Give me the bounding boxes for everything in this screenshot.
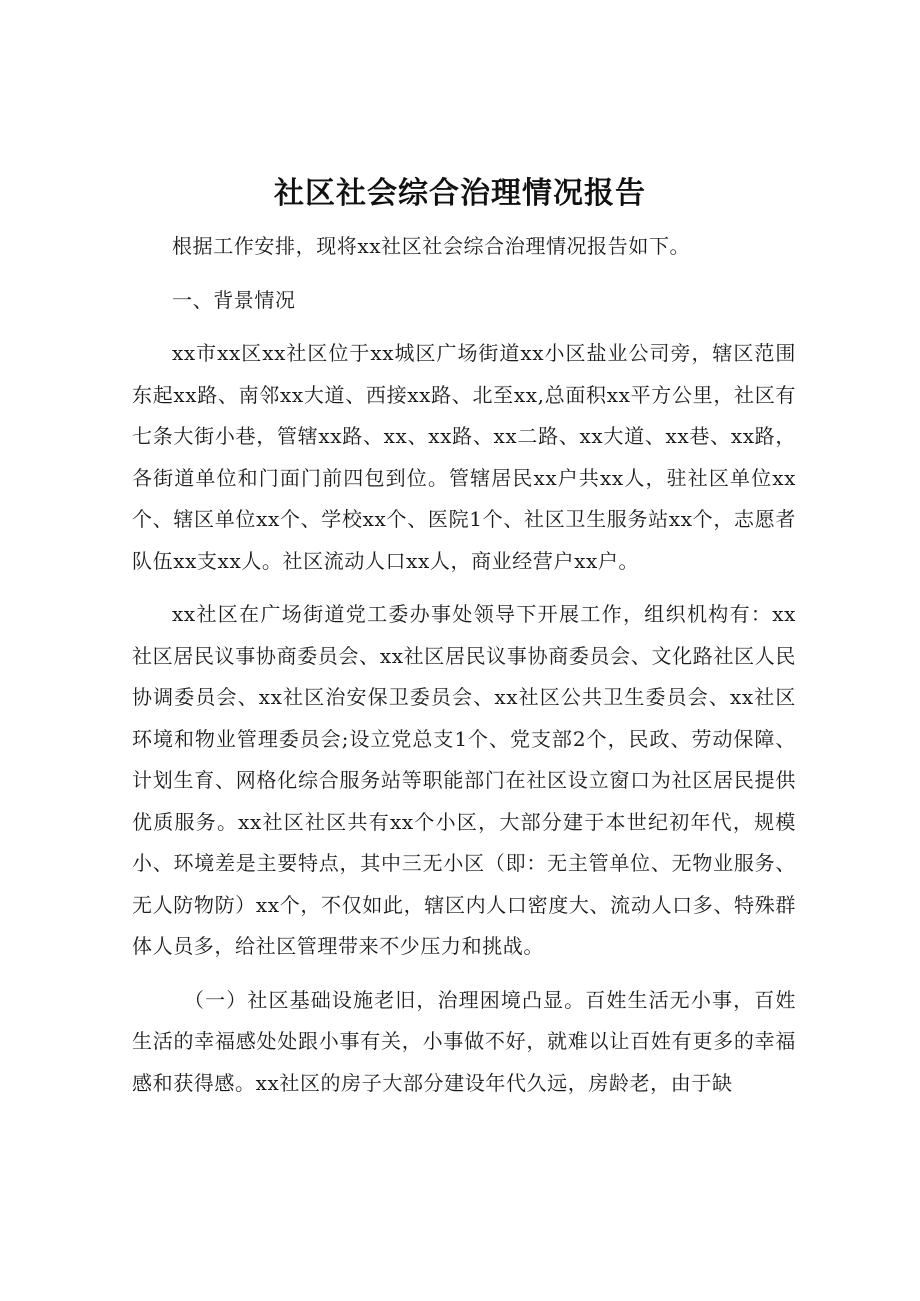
paragraph-infrastructure: （一）社区基础设施老旧，治理困境凸显。百姓生活无小事，百姓生活的幸福感处处跟小事有关，小事做不好，就难以让百姓有更多的幸福感和获得感。xx社区的房子大部分建设年代久远，房龄老，由于缺 (132, 987, 796, 1095)
paragraph-organization: xx社区在广场街道党工委办事处领导下开展工作，组织机构有：xx社区居民议事协商委员会、xx社区居民议事协商委员会、文化路社区人民协调委员会、xx社区治安保卫委员会、xx社区公共卫生委员会、xx社区环境和物业管理委员会;设立党总支1个、党支部2个，民政、劳动保障、计划生育、网格化综合服务站等职能部门在社区设立窗口为社区居民提供优质服务。xx社区社区共有xx个小区，大部分建于本世纪初年代，规模小、环境差是主要特点，其中三无小区（即：无主管单位、无物业服务、无人防物防）xx个，不仅如此，辖区内人口密度大、流动人口多、特殊群体人员多，给社区管理带来不少压力和挑战。 (132, 602, 796, 958)
intro-paragraph: 根据工作安排，现将xx社区社会综合治理情况报告如下。 (172, 234, 691, 258)
section-heading-background: 一、背景情况 (172, 287, 296, 312)
paragraph-community-overview: xx市xx区xx社区位于xx城区广场街道xx小区盐业公司旁，辖区范围东起xx路、南邻xx大道、西接xx路、北至xx,总面积xx平方公里，社区有七条大街小巷，管辖xx路、xx、xx路、xx二路、xx大道、xx巷、xx路，各街道单位和门面门前四包到位。管辖居民xx户共xx人，驻社区单位xx个、辖区单位xx个、学校xx个、医院1个、社区卫生服务站xx个，志愿者队伍xx支xx人。社区流动人口xx人，商业经营户xx户。 (132, 341, 796, 573)
document-body (132, 226, 796, 1116)
document-title: 社区社会综合治理情况报告 (274, 176, 646, 211)
